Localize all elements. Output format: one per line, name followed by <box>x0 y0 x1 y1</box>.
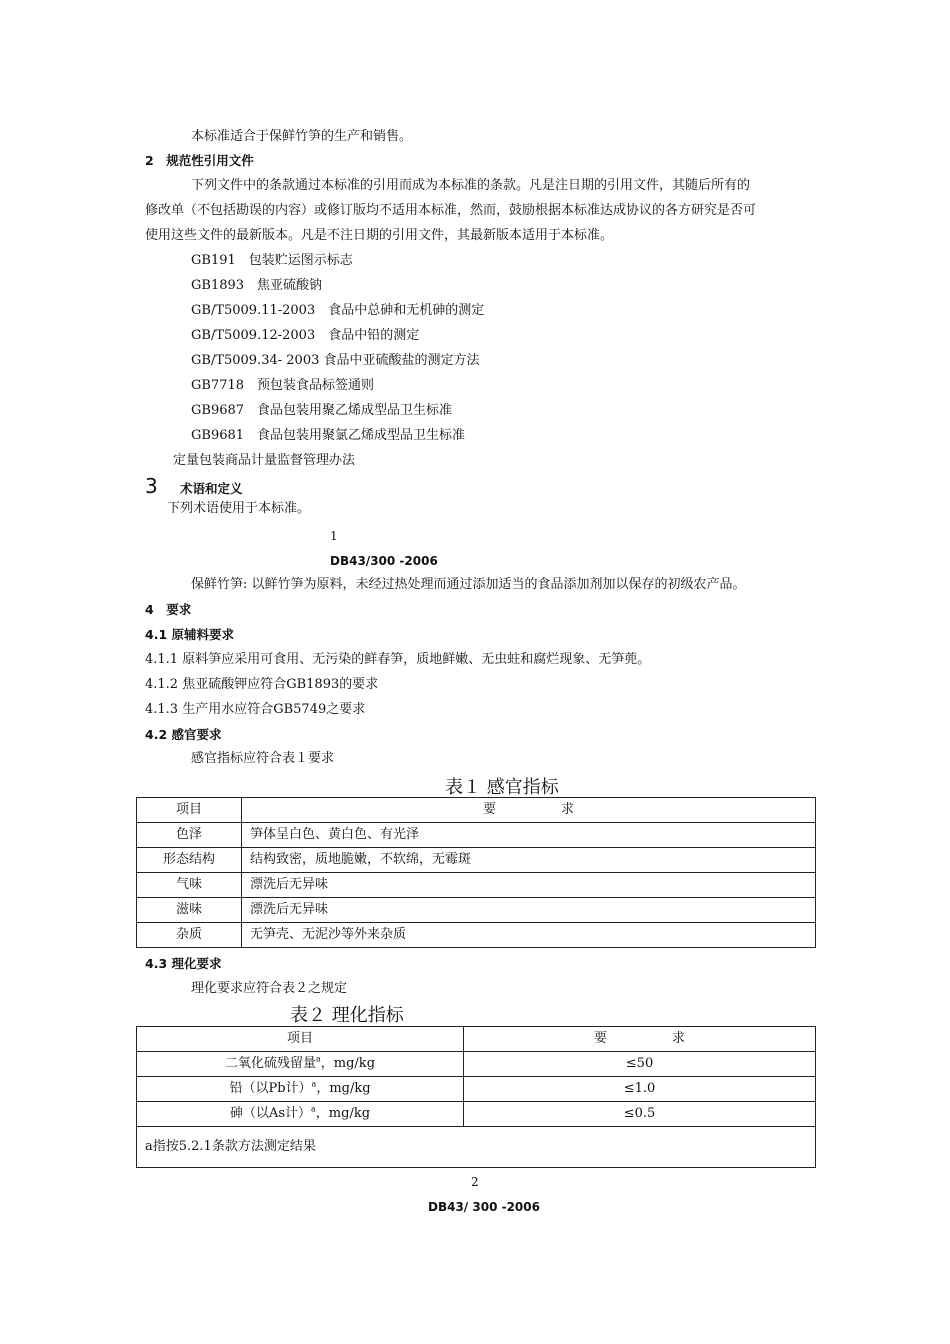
footnote-marker: a <box>311 1104 316 1114</box>
table-cell <box>137 1102 464 1127</box>
table-row <box>137 898 816 923</box>
table-cell: 形态结构 <box>137 848 242 873</box>
page-number-2: 2 <box>471 1175 479 1189</box>
table-header-cell: 要 求 <box>242 798 816 823</box>
table-cell: 色泽 <box>137 823 242 848</box>
table-row <box>137 798 816 823</box>
section-2-title: 2 规范性引用文件 <box>145 153 254 168</box>
paragraph-line-2: 修改单（不包括勘误的内容）或修订版均不适用本标准，然而，鼓励根据本标准达成协议的各方研究是否可 <box>145 203 757 218</box>
section-4-1-title: 4.1 原辅料要求 <box>145 627 234 642</box>
table-cell: ≤0.5 <box>464 1102 816 1127</box>
table-row <box>137 848 816 873</box>
table-row <box>137 1077 816 1102</box>
table-cell: 气味 <box>137 873 242 898</box>
item-unit: ，mg/kg <box>315 1106 371 1121</box>
table-row <box>137 1027 816 1052</box>
requirement-4-1-1: 4.1.1 原料笋应采用可食用、无污染的鲜春笋，质地鲜嫩、无虫蛀和腐烂现象、无笋蔸。 <box>145 652 651 667</box>
table-cell: 笋体呈白色、黄白色、有光泽 <box>242 823 816 848</box>
table-cell: 杂质 <box>137 923 242 948</box>
table-cell: 无笋壳、无泥沙等外来杂质 <box>242 923 816 948</box>
table-cell: ≤1.0 <box>464 1077 816 1102</box>
reference-item: GB1893 焦亚硫酸钠 <box>191 278 323 293</box>
footnote-marker: a <box>316 1054 321 1064</box>
section-3-title: 术语和定义 <box>180 481 243 496</box>
reference-item: GB9687 食品包装用聚乙烯成型品卫生标准 <box>191 403 453 418</box>
table-cell: 漂洗后无异味 <box>242 873 816 898</box>
section-3-intro: 下列术语使用于本标准。 <box>167 501 311 516</box>
table-cell: 结构致密，质地脆嫩，不软绵，无霉斑 <box>242 848 816 873</box>
section-3-number: 3 <box>145 474 158 498</box>
reference-item-last: 定量包装商品计量监督管理办法 <box>173 453 356 468</box>
paragraph-line-3: 使用这些文件的最新版本。凡是不注日期的引用文件，其最新版本适用于本标准。 <box>145 228 614 243</box>
reference-item: GB9681 食品包装用聚氯乙烯成型品卫生标准 <box>191 428 466 443</box>
reference-item: GB/T5009.34- 2003 食品中亚硫酸盐的测定方法 <box>191 353 480 368</box>
table-row <box>137 1102 816 1127</box>
table-2 <box>136 1026 816 1168</box>
table-2-title: 表２ 理化指标 <box>290 1005 404 1026</box>
table-row <box>137 1127 816 1168</box>
table-cell <box>137 1077 464 1102</box>
table-1 <box>136 797 816 948</box>
table-row <box>137 923 816 948</box>
table-cell: 滋味 <box>137 898 242 923</box>
table-row <box>137 1052 816 1077</box>
scope-text: 本标准适合于保鲜竹笋的生产和销售。 <box>191 129 413 144</box>
footnote-marker: a <box>311 1079 317 1089</box>
table-row <box>137 873 816 898</box>
page-header-2: DB43/ 300 -2006 <box>428 1200 540 1214</box>
item-name: 铅（以Pb计） <box>229 1081 312 1096</box>
item-name: 砷（以As计） <box>229 1106 312 1121</box>
reference-item: GB/T5009.11-2003 食品中总砷和无机砷的测定 <box>191 303 485 318</box>
paragraph-line-1: 下列文件中的条款通过本标准的引用而成为本标准的条款。凡是注日期的引用文件，其随后所有的 <box>191 178 751 193</box>
table-header-cell: 要 求 <box>464 1027 816 1052</box>
section-4-3-title: 4.3 理化要求 <box>145 956 222 971</box>
table-row <box>137 823 816 848</box>
reference-item: GB7718 预包装食品标签通则 <box>191 378 375 393</box>
table-note: a指按5.2.1条款方法测定结果 <box>137 1127 816 1168</box>
table-cell <box>137 1052 464 1077</box>
page-header-1: DB43/300 -2006 <box>330 554 438 568</box>
item-unit: ，mg/kg <box>320 1056 376 1071</box>
table-1-title: 表１ 感官指标 <box>445 777 559 798</box>
page-number-1: 1 <box>330 529 338 543</box>
reference-item: GB191 包装贮运图示标志 <box>191 253 353 268</box>
section-4-2-title: 4.2 感官要求 <box>145 727 222 742</box>
item-name: 二氧化硫残留量 <box>224 1056 316 1071</box>
item-unit: ，mg/kg <box>316 1081 371 1096</box>
reference-item: GB/T5009.12-2003 食品中铅的测定 <box>191 328 420 343</box>
table-header-cell: 项目 <box>137 1027 464 1052</box>
requirement-4-1-3: 4.1.3 生产用水应符合GB5749之要求 <box>145 702 366 717</box>
section-4-2-text: 感官指标应符合表１要求 <box>191 751 335 766</box>
table-cell: ≤50 <box>464 1052 816 1077</box>
definition-text: 保鲜竹笋: 以鲜竹笋为原料，未经过热处理而通过添加适当的食品添加剂加以保存的初级农产品。 <box>191 577 746 592</box>
section-4-title: 4 要求 <box>145 602 192 617</box>
requirement-4-1-2: 4.1.2 焦亚硫酸钾应符合GB1893的要求 <box>145 677 379 692</box>
section-4-3-text: 理化要求应符合表２之规定 <box>191 981 348 996</box>
table-cell: 漂洗后无异味 <box>242 898 816 923</box>
table-header-cell: 项目 <box>137 798 242 823</box>
